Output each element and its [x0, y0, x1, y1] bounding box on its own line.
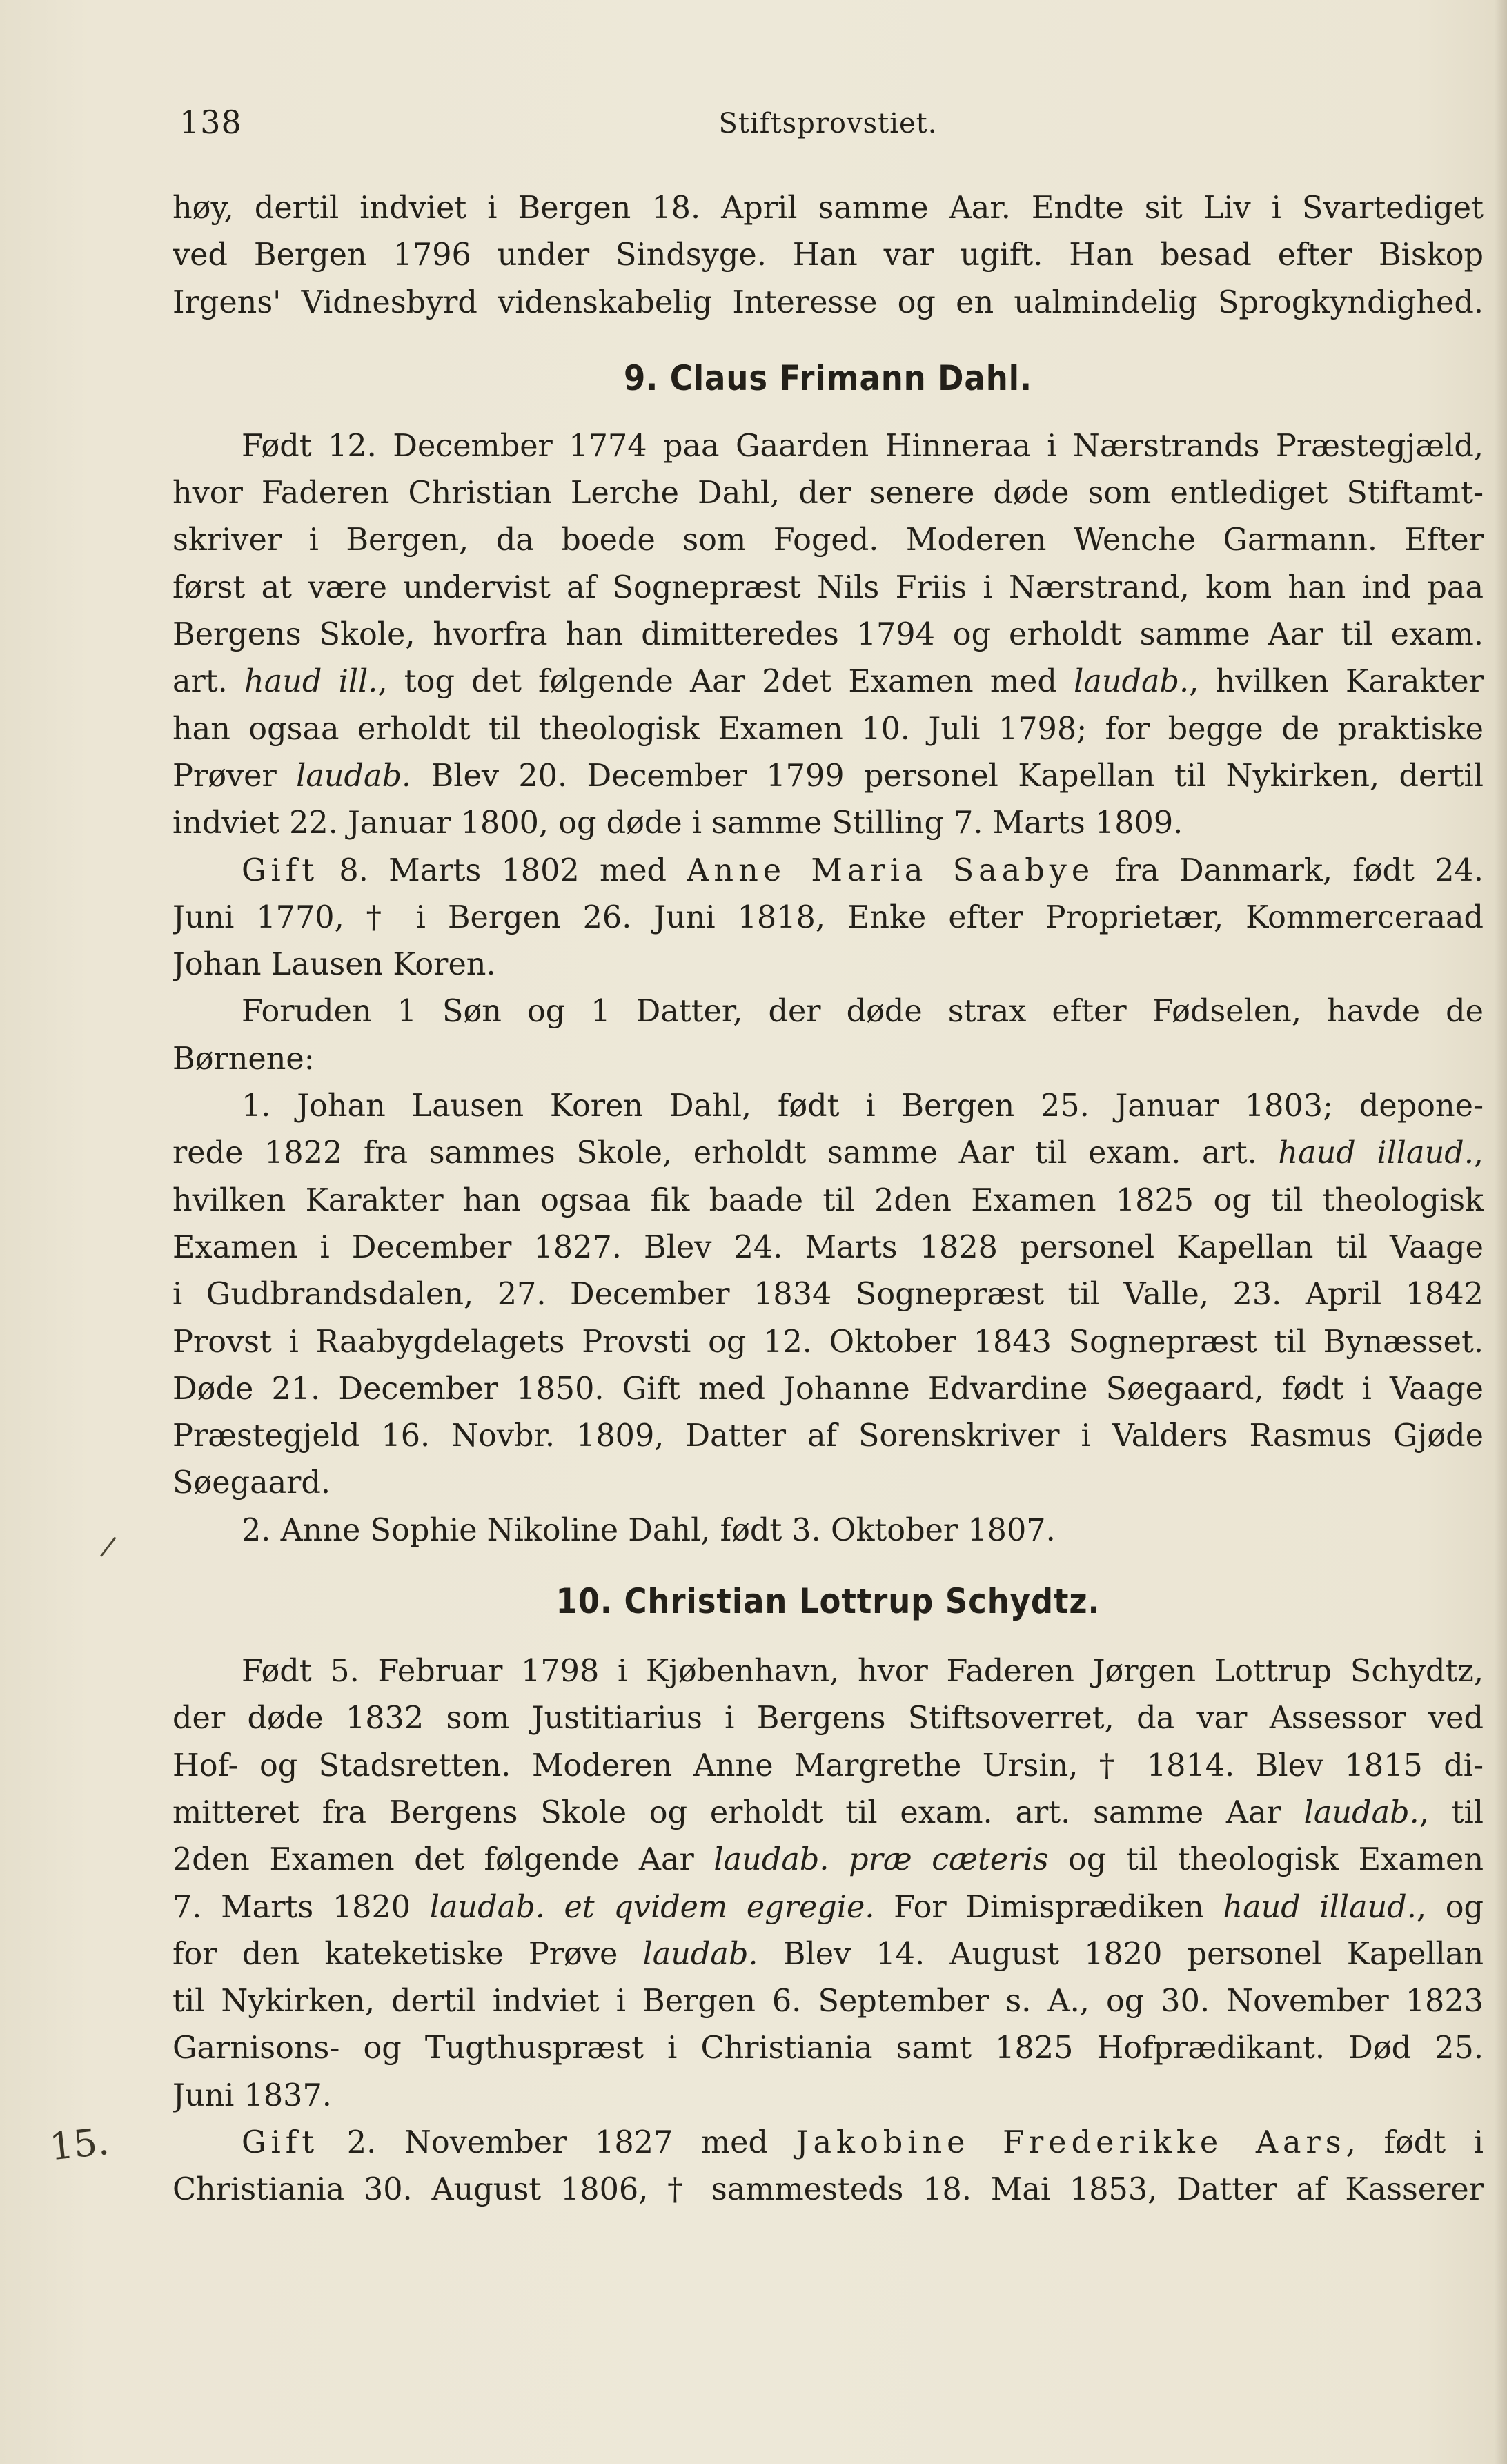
text-line: høy, dertil indviet i Bergen 18. April samme Aar. Endte sit Liv i Svartediget: [173, 190, 1484, 226]
text-line: Bergens Skole, hvorfra han dimitteredes 1794 og erholdt samme Aar til exam.: [173, 617, 1484, 653]
section-heading-10: 10. Christian Lottrup Schydtz.: [555, 1581, 1101, 1622]
text-line: der døde 1832 som Justitiarius i Bergens Stiftsoverret, da var Assessor ved: [173, 1701, 1484, 1737]
text-line: Hof- og Stadsretten. Moderen Anne Margrethe Ursin, † 1814. Blev 1815 di-: [173, 1748, 1484, 1783]
margin-pencil-mark: /: [98, 1530, 118, 1563]
text-line: for den kateketiske Prøve laudab. Blev 14. August 1820 personel Kapellan: [173, 1936, 1484, 1972]
text-line: ved Bergen 1796 under Sindsyge. Han var ugift. Han besad efter Biskop: [173, 237, 1484, 273]
text-line: Præstegjeld 16. Novbr. 1809, Datter af Sorenskriver i Valders Rasmus Gjøde: [173, 1418, 1484, 1454]
page-header: [173, 104, 1484, 152]
text-line: Født 5. Februar 1798 i Kjøbenhavn, hvor Faderen Jørgen Lottrup Schydtz,: [242, 1654, 1484, 1690]
text-line: hvor Faderen Christian Lerche Dahl, der senere døde som entlediget Stiftamt-: [173, 476, 1484, 511]
text-line: Prøver laudab. Blev 20. December 1799 personel Kapellan til Nykirken, dertil: [173, 758, 1484, 794]
text-line: 7. Marts 1820 laudab. et qvidem egregie. For Dimisprædiken haud illaud., og: [173, 1889, 1484, 1925]
text-line: Juni 1770, † i Bergen 26. Juni 1818, Enke efter Proprietær, Kommerceraad: [173, 899, 1484, 935]
section-heading-9: 9. Claus Frimann Dahl.: [624, 358, 1032, 398]
text-line: Examen i December 1827. Blev 24. Marts 1828 personel Kapellan til Vaage: [173, 1229, 1484, 1265]
text-line: Provst i Raabygdelagets Provsti og 12. Oktober 1843 Sognepræst til Bynæsset.: [173, 1324, 1484, 1360]
text-line: 2den Examen det følgende Aar laudab. præ cæteris og til theologisk Examen: [173, 1842, 1484, 1878]
text-line: mitteret fra Bergens Skole og erholdt til exam. art. samme Aar laudab., til: [173, 1795, 1484, 1830]
text-line: Børnene:: [173, 1041, 315, 1077]
text-line: Foruden 1 Søn og 1 Datter, der døde strax efter Fødselen, havde de: [242, 994, 1484, 1030]
text-line: Gift 8. Marts 1802 med Anne Maria Saabye fra Danmark, født 24.: [242, 852, 1484, 888]
text-line: Irgens' Vidnesbyrd videnskabelig Interesse og en ualmindelig Sprogkyndighed.: [173, 284, 1484, 320]
text-line: indviet 22. Januar 1800, og døde i samme Stilling 7. Marts 1809.: [173, 805, 1183, 841]
text-line: Døde 21. December 1850. Gift med Johanne Edvardine Søegaard, født i Vaage: [173, 1371, 1484, 1407]
page-edge-shadow: [1495, 0, 1507, 2464]
text-line: hvilken Karakter han ogsaa fik baade til 2den Examen 1825 og til theologisk: [173, 1182, 1484, 1218]
text-line: rede 1822 fra sammes Skole, erholdt samme Aar til exam. art. haud illaud.,: [173, 1135, 1484, 1171]
text-line: han ogsaa erholdt til theologisk Examen 10. Juli 1798; for begge de praktiske: [173, 711, 1484, 747]
text-line: Gift 2. November 1827 med Jakobine Frederikke Aars, født i: [242, 2124, 1484, 2160]
text-line: Juni 1837.: [173, 2077, 332, 2113]
text-line: Søegaard.: [173, 1465, 331, 1501]
text-line: i Gudbrandsdalen, 27. December 1834 Sognepræst til Valle, 23. April 1842: [173, 1277, 1484, 1313]
text-line: Johan Lausen Koren.: [173, 947, 496, 983]
text-line: til Nykirken, dertil indviet i Bergen 6. September s. A., og 30. November 1823: [173, 1984, 1484, 2020]
body-text: [173, 185, 1484, 2214]
text-line: art. haud ill., tog det følgende Aar 2det Examen med laudab., hvilken Karakter: [173, 664, 1484, 700]
running-head: Stiftsprovstiet.: [718, 108, 938, 139]
text-line: 2. Anne Sophie Nikoline Dahl, født 3. Oktober 1807.: [242, 1512, 1056, 1548]
text-line: først at være undervist af Sognepræst Nils Friis i Nærstrand, kom han ind paa: [173, 569, 1484, 605]
text-line: Garnisons- og Tugthuspræst i Christiania samt 1825 Hofprædikant. Død 25.: [173, 2031, 1484, 2066]
text-line: 1. Johan Lausen Koren Dahl, født i Bergen 25. Januar 1803; depone-: [242, 1088, 1484, 1124]
page-number: 138: [179, 104, 242, 141]
text-line: Christiania 30. August 1806, † sammesteds 18. Mai 1853, Datter af Kasserer: [173, 2172, 1484, 2208]
text-line: skriver i Bergen, da boede som Foged. Moderen Wenche Garmann. Efter: [173, 522, 1484, 558]
text-line: Født 12. December 1774 paa Gaarden Hinneraa i Nærstrands Præstegjæld,: [242, 428, 1484, 464]
margin-handwritten-note: 15.: [47, 2119, 111, 2169]
